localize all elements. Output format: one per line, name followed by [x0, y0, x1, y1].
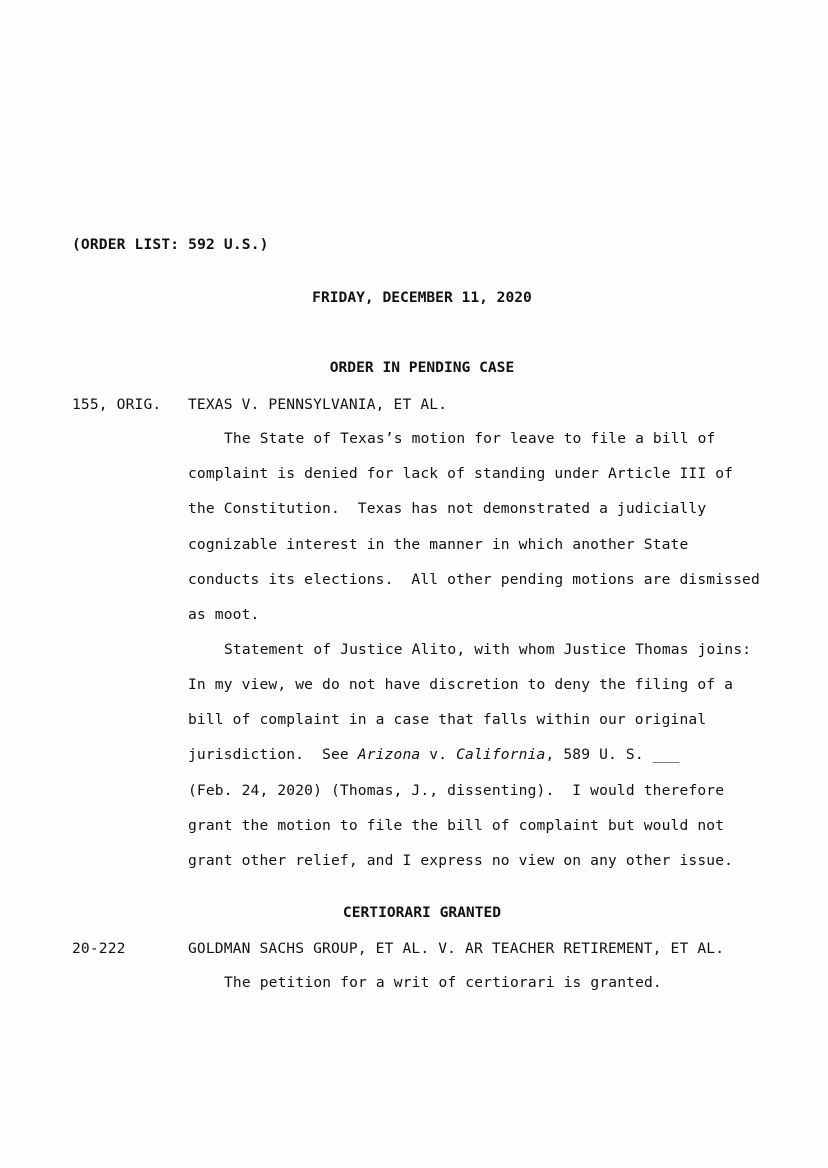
case-name-arizona: Arizona	[357, 746, 421, 763]
order-text-line: The State of Texas’s motion for leave to file a bill of	[224, 430, 716, 447]
case-caption: TEXAS V. PENNSYLVANIA, ET AL.	[188, 396, 448, 413]
section-heading-pending-case: ORDER IN PENDING CASE	[329, 359, 515, 376]
order-list-label: (ORDER LIST: 592 U.S.)	[72, 236, 269, 253]
statement-text-line: bill of complaint in a case that falls within our original	[188, 711, 707, 728]
statement-text-line: (Feb. 24, 2020) (Thomas, J., dissenting). I would therefore	[188, 782, 725, 799]
statement-text-line: In my view, we do not have discretion to deny the filing of a	[188, 676, 734, 693]
statement-text-segment: v.	[420, 746, 457, 763]
certiorari-text-line: The petition for a writ of certiorari is granted.	[224, 974, 662, 991]
docket-number: 155, ORIG.	[72, 396, 162, 413]
docket-number: 20-222	[72, 940, 126, 957]
citation-blank: ___	[652, 746, 680, 763]
case-caption: GOLDMAN SACHS GROUP, ET AL. V. AR TEACHER RETIREMENT, ET AL.	[188, 940, 725, 957]
order-text-line: conducts its elections. All other pending motions are dismissed	[188, 571, 760, 588]
statement-text-line-citation	[188, 746, 680, 764]
order-text-line: complaint is denied for lack of standing under Article III of	[188, 465, 734, 482]
section-heading-certiorari-granted: CERTIORARI GRANTED	[342, 904, 502, 921]
order-text-line: the Constitution. Texas has not demonstrated a judicially	[188, 500, 707, 517]
statement-text-line: grant other relief, and I express no view on any other issue.	[188, 852, 734, 869]
statement-text-segment: jurisdiction. See	[188, 746, 358, 763]
statement-text-line: grant the motion to file the bill of complaint but would not	[188, 817, 725, 834]
order-text-line: as moot.	[188, 606, 260, 623]
order-text-line: cognizable interest in the manner in which another State	[188, 536, 689, 553]
statement-text-line: Statement of Justice Alito, with whom Justice Thomas joins:	[224, 641, 752, 658]
statement-text-segment: , 589 U. S.	[545, 746, 653, 763]
case-name-california: California	[456, 746, 546, 763]
order-date: FRIDAY, DECEMBER 11, 2020	[312, 289, 532, 306]
